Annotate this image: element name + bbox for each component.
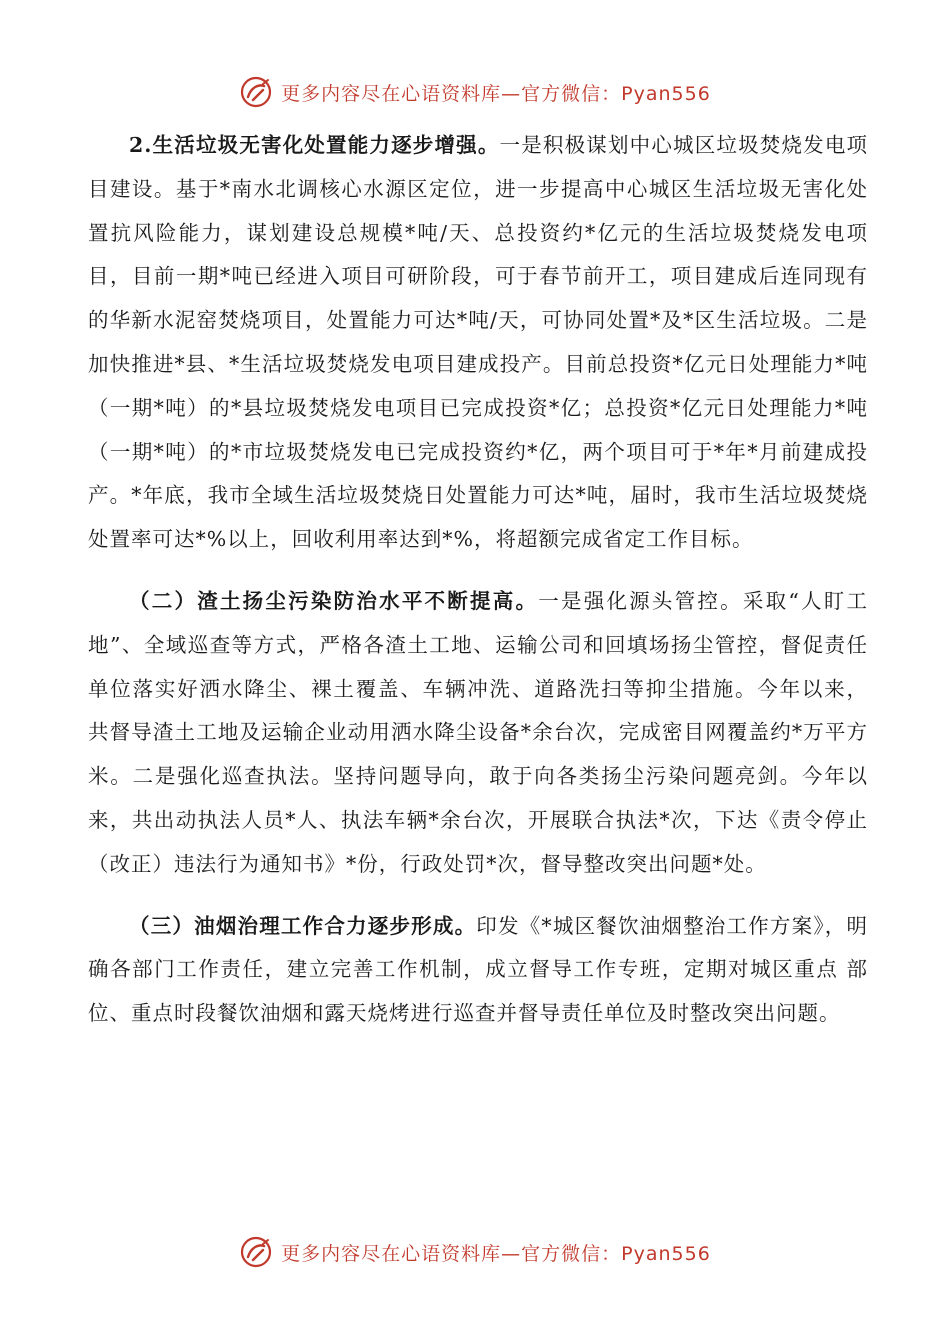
paragraph-3-text: 印发《*城区餐饮油烟整治工作方案》，明确各部门工作责任，建立完善工作机制，成立督导工作专班，定期对城区重点 部位、重点时段餐饮油烟和露天烧烤进行巡查并督导责任单位及时整改突出问题。 <box>88 913 869 1026</box>
paragraph-3-heading: （三）油烟治理工作合力逐步形成。 <box>129 913 477 938</box>
paragraph-1-text: 一是积极谋划中心城区垃圾焚烧发电项目建设。基于*南水北调核心水源区定位，进一步提高中心城区生活垃圾无害化处置抗风险能力，谋划建设总规模*吨/天、总投资约*亿元的生活垃圾焚烧发电项目，目前一期*吨已经进入项目可研阶段，可于春节前开工，项目建成后连同现有的华新水泥窑焚烧项目，处置能力可达*吨/天，可协同处置*及*区生活垃圾。二是加快推进*县、*生活垃圾焚烧发电项目建成投产。目前总投资*亿元日处理能力*吨（一期*吨）的*县垃圾焚烧发电项目已完成投资*亿；总投资*亿元日处理能力*吨（一期*吨）的*市垃圾焚烧发电已完成投资约*亿，两个项目可于*年*月前建成投产。*年底，我市全域生活垃圾焚烧日处置能力可达*吨，届时，我市生活垃圾焚烧处置率可达*%以上，回收利用率达到*%，将超额完成省定工作目标。 <box>88 133 869 552</box>
paragraph-1-heading: 2.生活垃圾无害化处置能力逐步增强。 <box>129 133 500 157</box>
paragraph-2-heading: （二）渣土扬尘污染防治水平不断提高。 <box>129 588 539 613</box>
footer-watermark <box>0 1232 950 1272</box>
paragraph-2 <box>88 580 868 887</box>
paragraph-2-text: 一是强化源头管控。采取“人盯工地”、全域巡查等方式，严格各渣土工地、运输公司和回填场扬尘管控，督促责任单位落实好洒水降尘、裸土覆盖、车辆冲洗、道路洗扫等抑尘措施。今年以来， 共督导渣土工地及运输企业动用洒水降尘设备*余台次，完成密目网覆盖约*万平方米。二是强化巡查执法。坚持问题导向，敢于向各类扬尘污染问题亮剑。今年以来，共出动执法人员*人、执法车辆*余台次，开展联合执法*次，下达《责令停止（改正）违法行为通知书》*份，行政处罚*次，督导整改突出问题*处。 <box>88 588 869 876</box>
paragraph-3 <box>88 905 868 1036</box>
header-watermark <box>0 72 950 112</box>
logo-icon <box>239 1235 273 1269</box>
logo-icon <box>239 75 273 109</box>
paragraph-1 <box>88 124 868 562</box>
document-body <box>88 124 868 1036</box>
watermark-text: 更多内容尽在心语资料库—官方微信：Pyan556 <box>281 82 711 105</box>
watermark-text: 更多内容尽在心语资料库—官方微信：Pyan556 <box>281 1242 711 1265</box>
